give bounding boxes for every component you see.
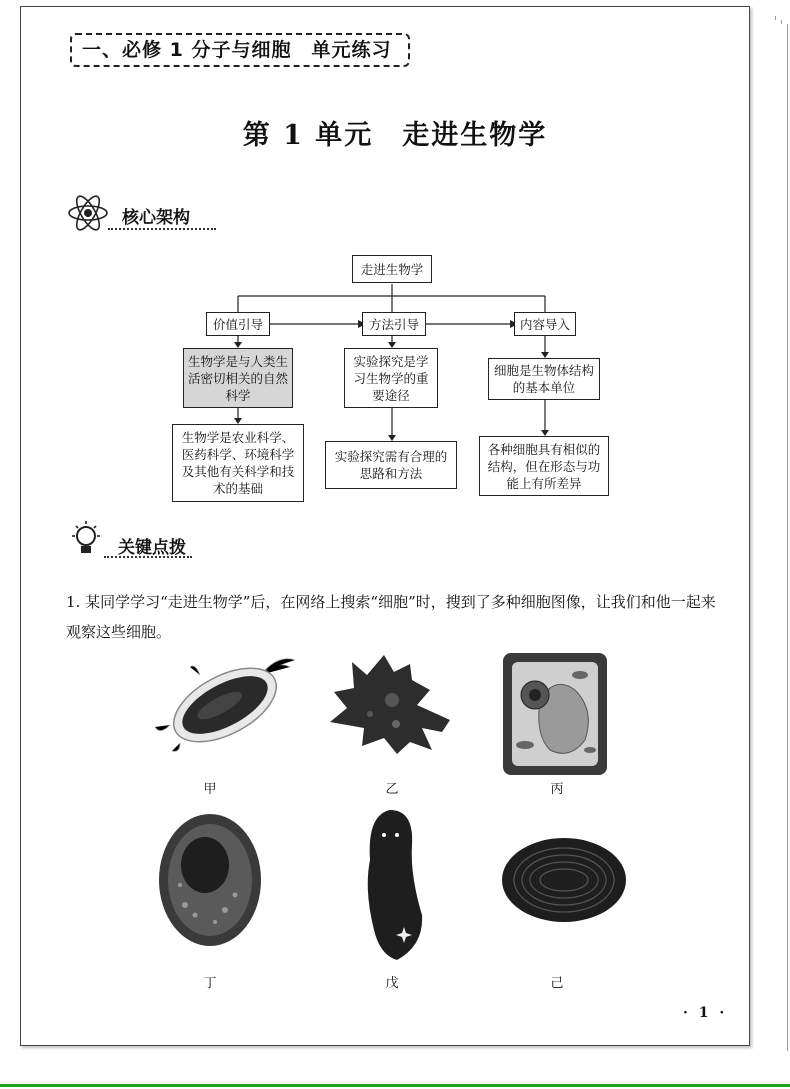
cell-image-ding (155, 810, 265, 954)
key-heading: 关键点拨 (118, 538, 186, 558)
cell-caption-wu: 戊 (385, 976, 399, 991)
key-heading-underline (104, 556, 192, 558)
diagram-bottom-content: 各种细胞具有相似的结构，但在形态与功能上有所差异 (479, 436, 609, 496)
diagram-mid-method: 实验探究是学习生物学的重要途径 (344, 348, 438, 408)
lightbulb-icon (66, 519, 106, 565)
cell-caption-jia: 甲 (203, 782, 217, 797)
cell-image-jia (150, 655, 300, 759)
core-heading: 核心架构 (122, 208, 190, 228)
unit-title: 第 1 单元 走进生物学 (242, 120, 548, 151)
diagram-branch-content: 内容导入 (514, 312, 576, 336)
page-number: · 1 · (683, 1005, 728, 1021)
cell-image-ji (500, 835, 630, 929)
cell-caption-ji: 己 (550, 976, 564, 991)
question-text: 某同学学习“走进生物学”后，在网络上搜索“细胞”时，搜到了多种细胞图像，让我们和他一起来观察这些细胞。 (66, 593, 716, 641)
diagram-bottom-method: 实验探究需有合理的思路和方法 (325, 441, 457, 489)
bottom-green-bar (0, 1084, 790, 1087)
cell-image-bing (500, 650, 610, 782)
cell-caption-ding: 丁 (203, 976, 217, 991)
diagram-mid-value: 生物学是与人类生活密切相关的自然科学 (183, 348, 293, 408)
diagram-root: 走进生物学 (352, 255, 432, 283)
diagram-bottom-value: 生物学是农业科学、医药科学、环境科学及其他有关科学和技术的基础 (172, 424, 304, 502)
question-1 (66, 587, 726, 647)
diagram-mid-content: 细胞是生物体结构的基本单位 (488, 358, 600, 400)
section-label: 一、必修 1 分子与细胞 单元练习 (70, 33, 410, 67)
cell-image-wu (352, 805, 432, 969)
cell-caption-bing: 丙 (550, 782, 564, 797)
diagram-branch-method: 方法引导 (362, 312, 426, 336)
cell-image-yi (322, 650, 462, 764)
question-number: 1. (66, 593, 81, 611)
diagram-branch-value: 价值引导 (206, 312, 270, 336)
cell-caption-yi: 乙 (385, 782, 399, 797)
